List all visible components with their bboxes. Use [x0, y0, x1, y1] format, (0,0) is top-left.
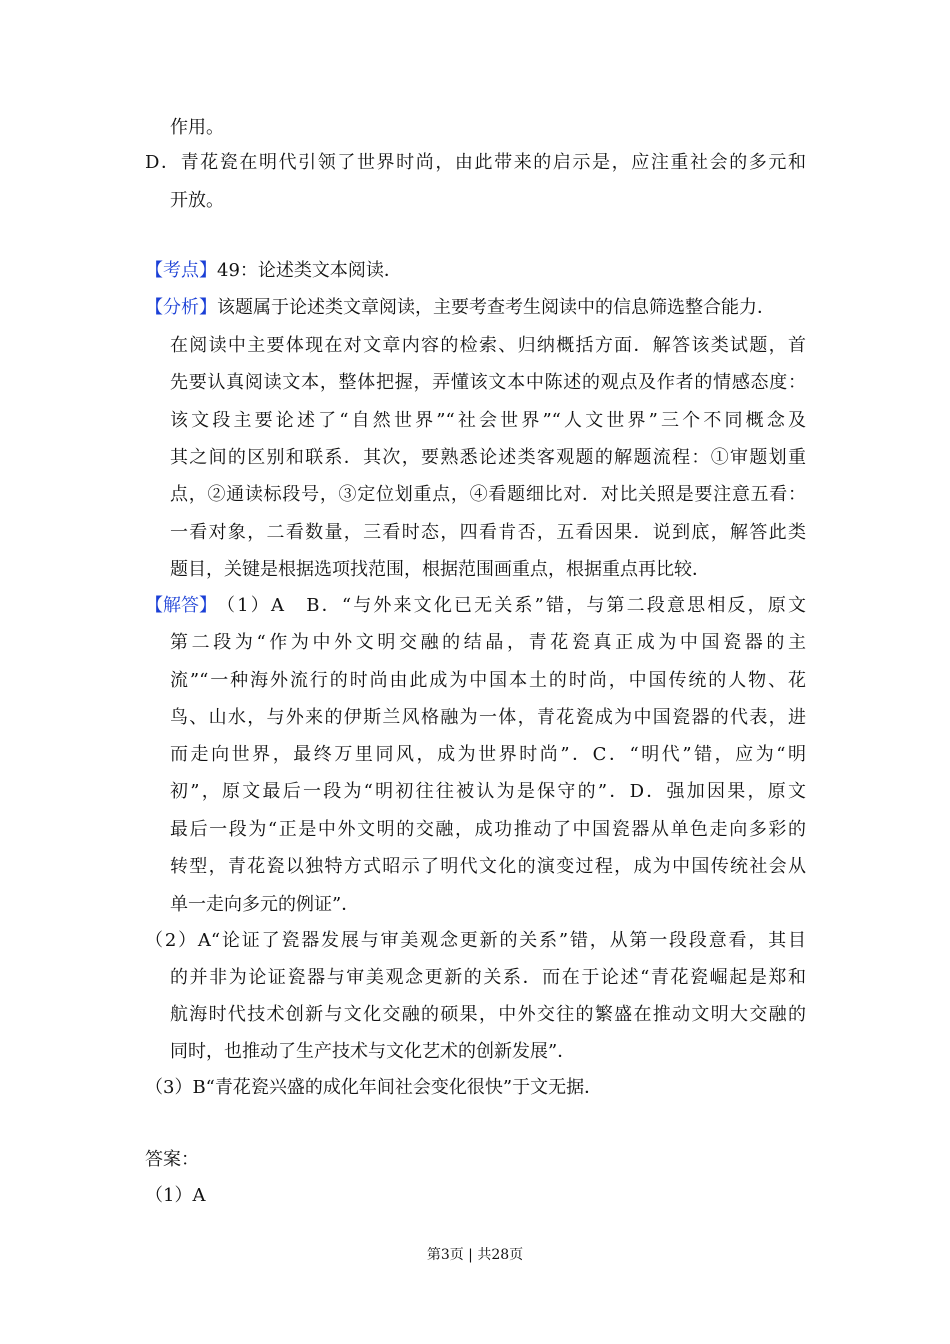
option-d: D．青花瓷在明代引领了世界时尚，由此带来的启示是，应注重社会的多元和 [145, 152, 806, 173]
part2-line: 航海时代技术创新与文化交融的硕果，中外交往的繁盛在推动文明大交融的 [170, 1004, 806, 1025]
jieda-line: 流”“一种海外流行的时尚由此成为中国本土的时尚，中国传统的人物、花 [170, 670, 806, 691]
fenxi-line: 一看对象，二看数量，三看时态，四看肯否，五看因果．说到底，解答此类 [170, 522, 806, 543]
answer-1: （1）A [145, 1185, 206, 1206]
part3-line: （3）B“青花瓷兴盛的成化年间社会变化很快”于文无据． [145, 1077, 603, 1098]
jieda-line: 转型，青花瓷以独特方式昭示了明代文化的演变过程，成为中国传统社会从 [170, 856, 806, 877]
fenxi-line: 先要认真阅读文本，整体把握，弄懂该文本中陈述的观点及作者的情感态度： [170, 372, 806, 393]
fenxi-line: 该文段主要论述了“自然世界”“社会世界”“人文世界”三个不同概念及 [170, 410, 806, 431]
answer-label: 答案： [145, 1149, 199, 1170]
fenxi-line [145, 295, 815, 321]
fenxi-line: 题目，关键是根据选项找范围，根据范围画重点，根据重点再比较． [170, 559, 710, 580]
jieda-line: 而走向世界，最终万里同风，成为世界时尚”．C．“明代”错，应为“明 [170, 744, 806, 765]
page-footer: 第3页 | 共28页 [426, 1247, 524, 1263]
option-c-tail: 作用。 [170, 117, 224, 138]
kaodian-line [145, 258, 806, 284]
option-d-cont: 开放。 [170, 190, 224, 211]
jieda-line: 最后一段为“正是中外文明的交融，成功推动了中国瓷器从单色走向多彩的 [170, 819, 806, 840]
fenxi-line: 点，②通读标段号，③定位划重点，④看题细比对．对比关照是要注意五看： [170, 484, 806, 505]
fenxi-text: 该题属于论述类文章阅读，主要考查考生阅读中的信息筛选整合能力． [217, 297, 775, 318]
part2-line: 的并非为论证瓷器与审美观念更新的关系．而在于论述“青花瓷崛起是郑和 [170, 967, 806, 988]
jieda-line: 初”，原文最后一段为“明初往往被认为是保守的”．D．强加因果，原文 [170, 781, 806, 802]
jieda-line: 第二段为“作为中外文明交融的结晶，青花瓷真正成为中国瓷器的主 [170, 632, 806, 653]
fenxi-line: 在阅读中主要体现在对文章内容的检索、归纳概括方面．解答该类试题，首 [170, 335, 806, 356]
jieda-text: （1）A B．“与外来文化已无关系”错，与第二段意思相反，原文 [217, 595, 806, 616]
kaodian-text: 49：论述类文本阅读． [217, 260, 402, 281]
part2-line: （2）A“论证了瓷器发展与审美观念更新的关系”错，从第一段段意看，其目 [145, 930, 806, 951]
fenxi-label: 【分析】 [145, 297, 217, 318]
part2-line: 同时，也推动了生产技术与文化艺术的创新发展”． [170, 1041, 576, 1062]
kaodian-label: 【考点】 [145, 260, 217, 281]
fenxi-line: 其之间的区别和联系．其次，要熟悉论述类客观题的解题流程：①审题划重 [170, 447, 806, 468]
jieda-label: 【解答】 [145, 595, 217, 616]
jieda-line [145, 593, 806, 619]
jieda-line: 鸟、山水，与外来的伊斯兰风格融为一体，青花瓷成为中国瓷器的代表，进 [170, 707, 806, 728]
jieda-line: 单一走向多元的例证”． [170, 894, 360, 915]
